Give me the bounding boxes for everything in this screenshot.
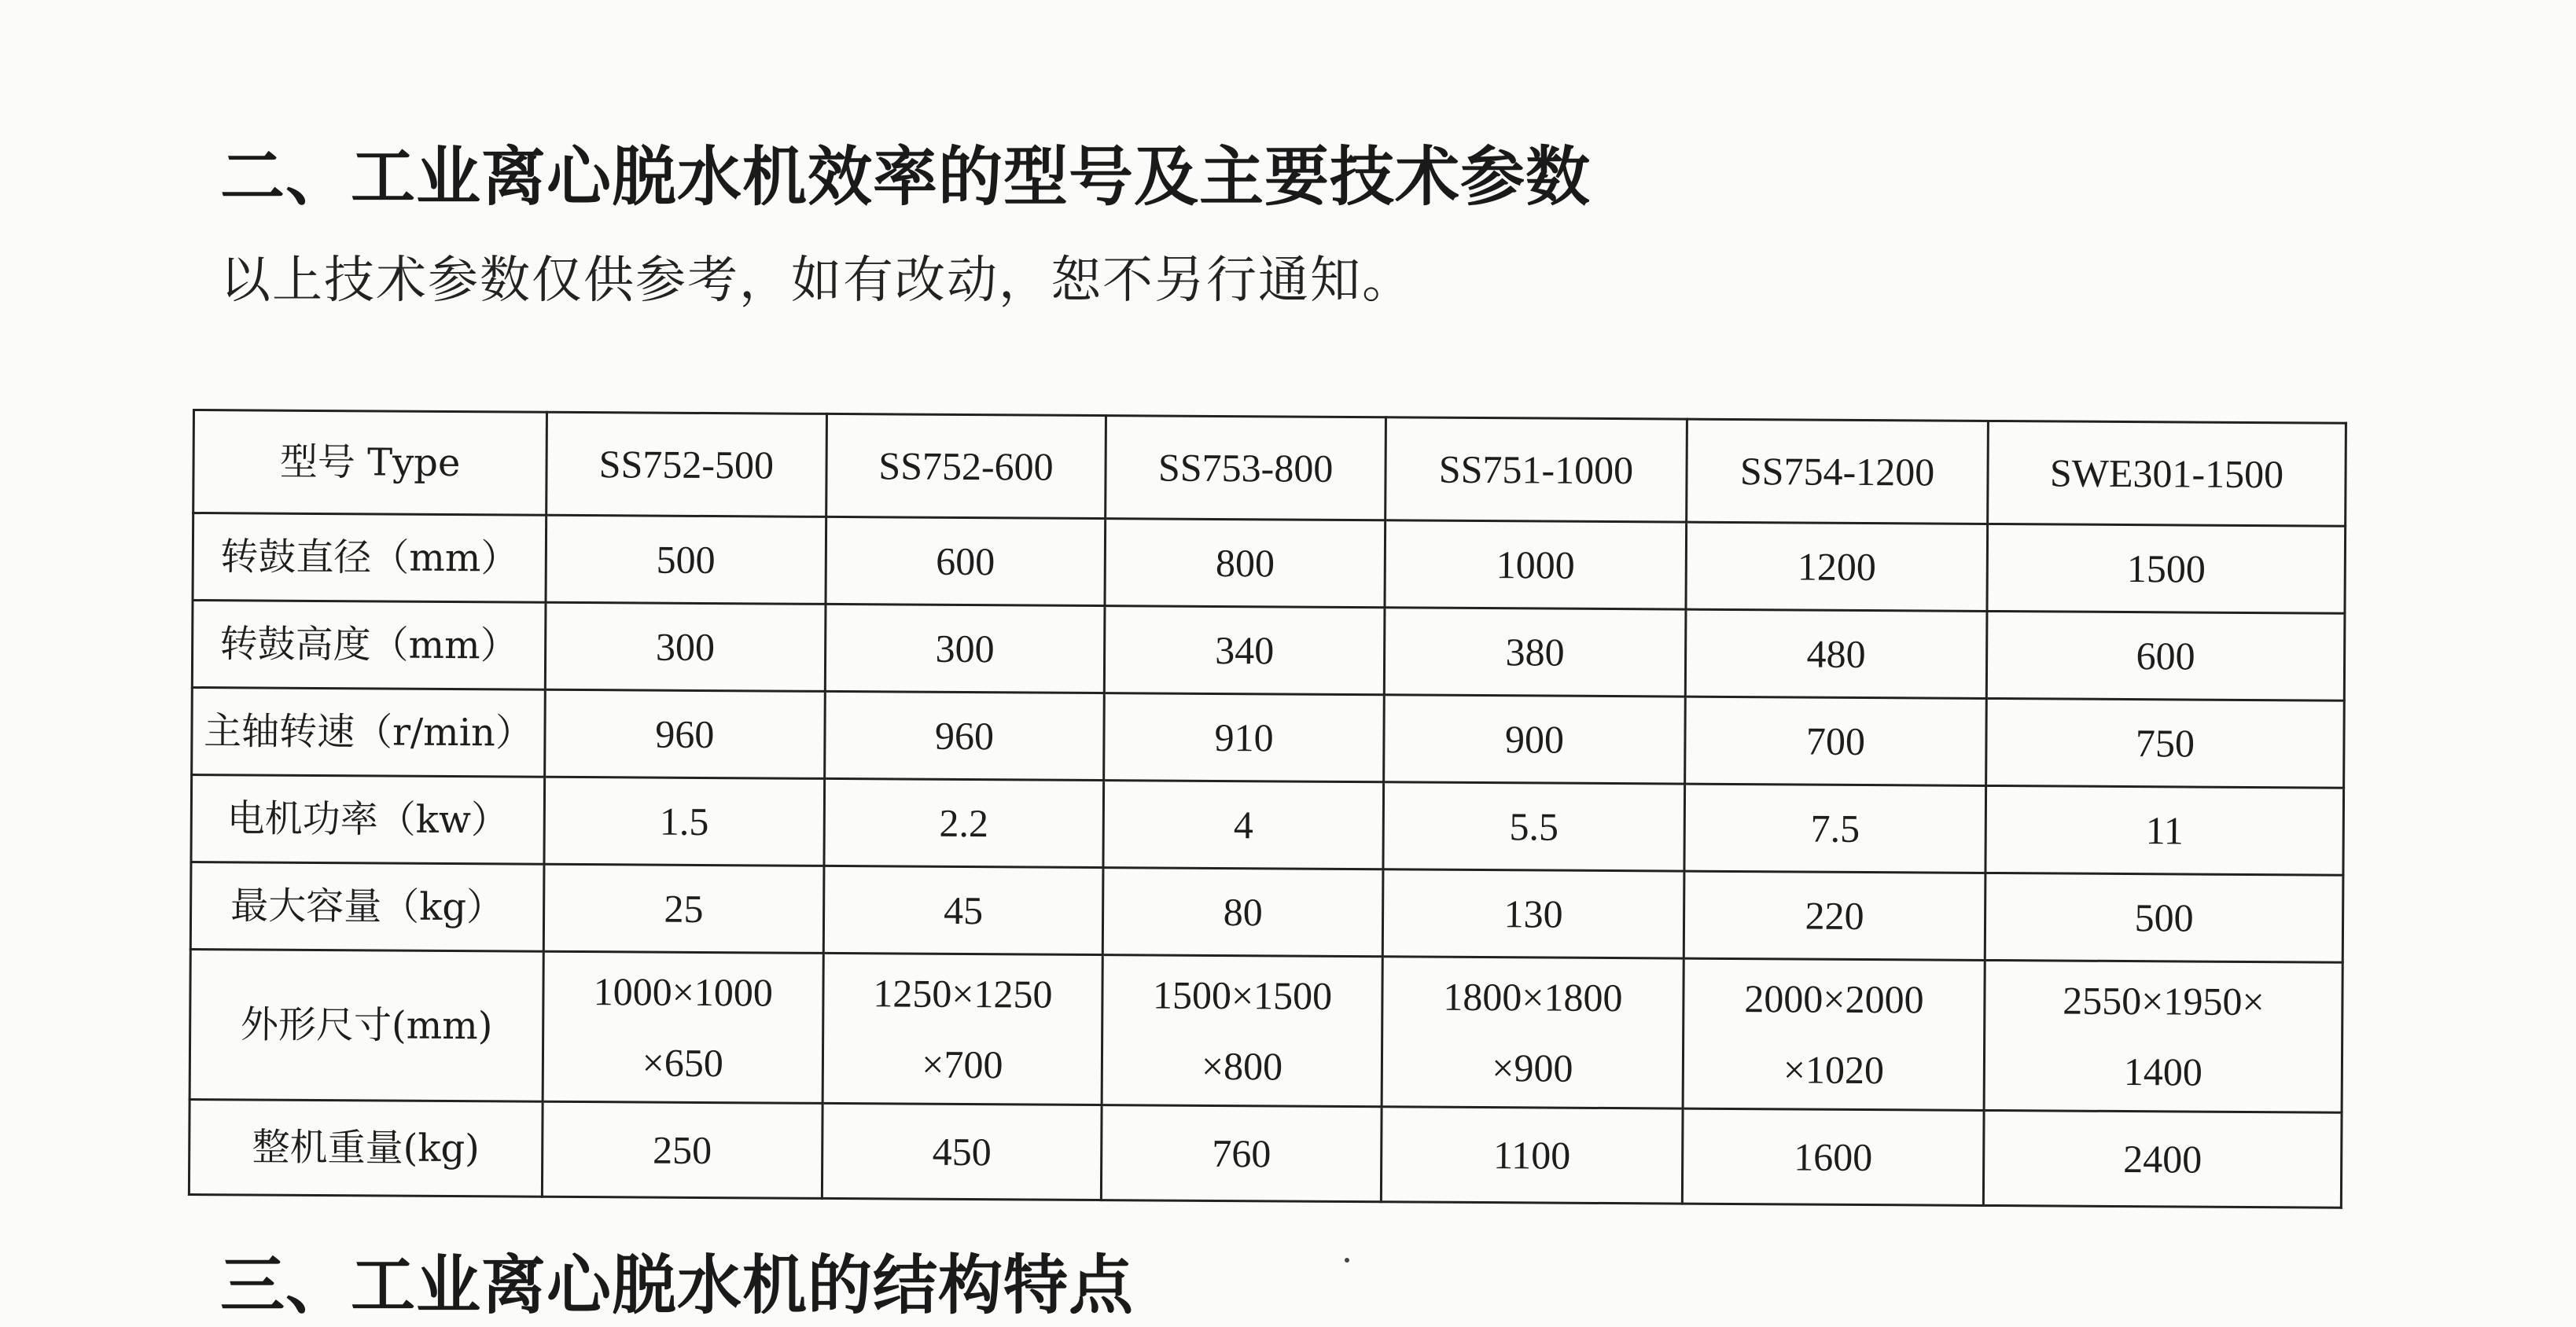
header-cell-model: SS752-500 [546,412,826,516]
header-cell-model: SWE301-1500 [1988,421,2346,526]
row-label: 转鼓直径（mm） [193,513,546,603]
table-cell: 600 [1986,611,2345,700]
table-cell: 2400 [1983,1110,2342,1208]
dimension-line: 1400 [2123,1049,2203,1094]
row-label: 外形尺寸(mm) [190,949,543,1101]
table-cell: 380 [1384,608,1686,697]
row-label: 主轴转速（r/min） [192,688,546,777]
table-cell: 45 [823,866,1103,954]
table-row-machine-weight [189,1099,2342,1208]
table-cell: 5.5 [1383,782,1685,871]
dimension-line: ×900 [1492,1046,1573,1090]
table-cell: 80 [1103,868,1383,957]
table-cell [822,953,1103,1105]
table-cell: 960 [824,691,1104,780]
table-cell: 1100 [1381,1107,1683,1204]
table-cell: 4 [1103,781,1383,869]
dimension-line: ×700 [922,1042,1003,1087]
table-cell [1102,955,1382,1107]
table-row-drum-diameter [193,513,2346,614]
table-cell: 1200 [1686,522,1988,611]
table-cell: 1500 [1987,524,2346,613]
table-cell [543,951,823,1103]
table-cell: 250 [542,1101,822,1198]
table-row-spindle-speed [192,688,2345,788]
table-cell [1683,958,1985,1110]
table-cell: 480 [1685,609,1987,698]
table-cell: 500 [546,515,826,604]
table-cell: 600 [826,516,1106,605]
row-label: 转鼓高度（mm） [192,601,546,690]
header-cell-model: SS753-800 [1106,416,1386,520]
disclaimer-note: 以上技术参数仅供参考，如有改动，恕不另行通知。 [220,252,1414,310]
table-cell: 2.2 [824,778,1104,867]
table-cell: 750 [1986,698,2345,788]
dimension-line: 1000×1000 [593,969,774,1015]
table-cell: 11 [1985,785,2344,875]
header-cell-model: SS754-1200 [1687,419,1989,524]
table-cell: 7.5 [1684,784,1986,873]
dimension-line: 2000×2000 [1744,976,1924,1022]
dimension-line: ×650 [642,1040,724,1086]
dimension-line: ×800 [1201,1043,1283,1089]
header-cell-model: SS751-1000 [1386,417,1687,522]
table-cell: 960 [545,689,825,778]
table-cell: 500 [1985,873,2343,962]
table-cell [1382,957,1684,1108]
ink-speck [1345,1258,1349,1263]
table-cell: 760 [1102,1105,1382,1202]
dimension-line: 1500×1500 [1152,972,1333,1018]
row-label: 电机功率（kw） [191,775,545,865]
spec-table [188,409,2347,1209]
table-cell: 300 [545,602,825,691]
table-cell [1984,960,2342,1112]
table-header-row [193,410,2346,527]
table-cell: 25 [543,864,823,953]
table-cell: 800 [1105,519,1385,608]
dimension-line: ×1020 [1783,1047,1885,1093]
table-cell: 1000 [1385,520,1687,609]
dimension-line: 2550×1950× [2063,978,2265,1024]
table-cell: 130 [1382,869,1684,958]
table-cell: 220 [1684,871,1985,960]
table-row-drum-height [192,601,2345,701]
table-cell: 910 [1104,693,1384,782]
row-label: 最大容量（kg） [190,862,544,951]
row-label: 整机重量(kg) [189,1099,543,1197]
table-cell: 1.5 [544,777,824,866]
table-cell: 1600 [1682,1108,1984,1205]
section-3-title: 三、工业离心脱水机的结构特点 [220,1248,1135,1323]
table-cell: 300 [825,604,1105,693]
table-cell: 450 [822,1103,1102,1200]
dimension-line: 1800×1800 [1443,974,1623,1020]
dimension-line: 1250×1250 [873,971,1053,1016]
table-cell: 900 [1384,695,1686,784]
table-cell: 700 [1685,697,1987,785]
table-cell: 340 [1105,606,1385,695]
table-row-motor-power [191,775,2344,876]
table-row-dimensions [190,949,2342,1112]
table-row-max-capacity [190,862,2343,962]
header-cell-model: SS752-600 [826,414,1106,518]
section-2-title: 二、工业离心脱水机效率的型号及主要技术参数 [220,140,1592,215]
header-cell-type: 型号 Type [193,410,547,516]
